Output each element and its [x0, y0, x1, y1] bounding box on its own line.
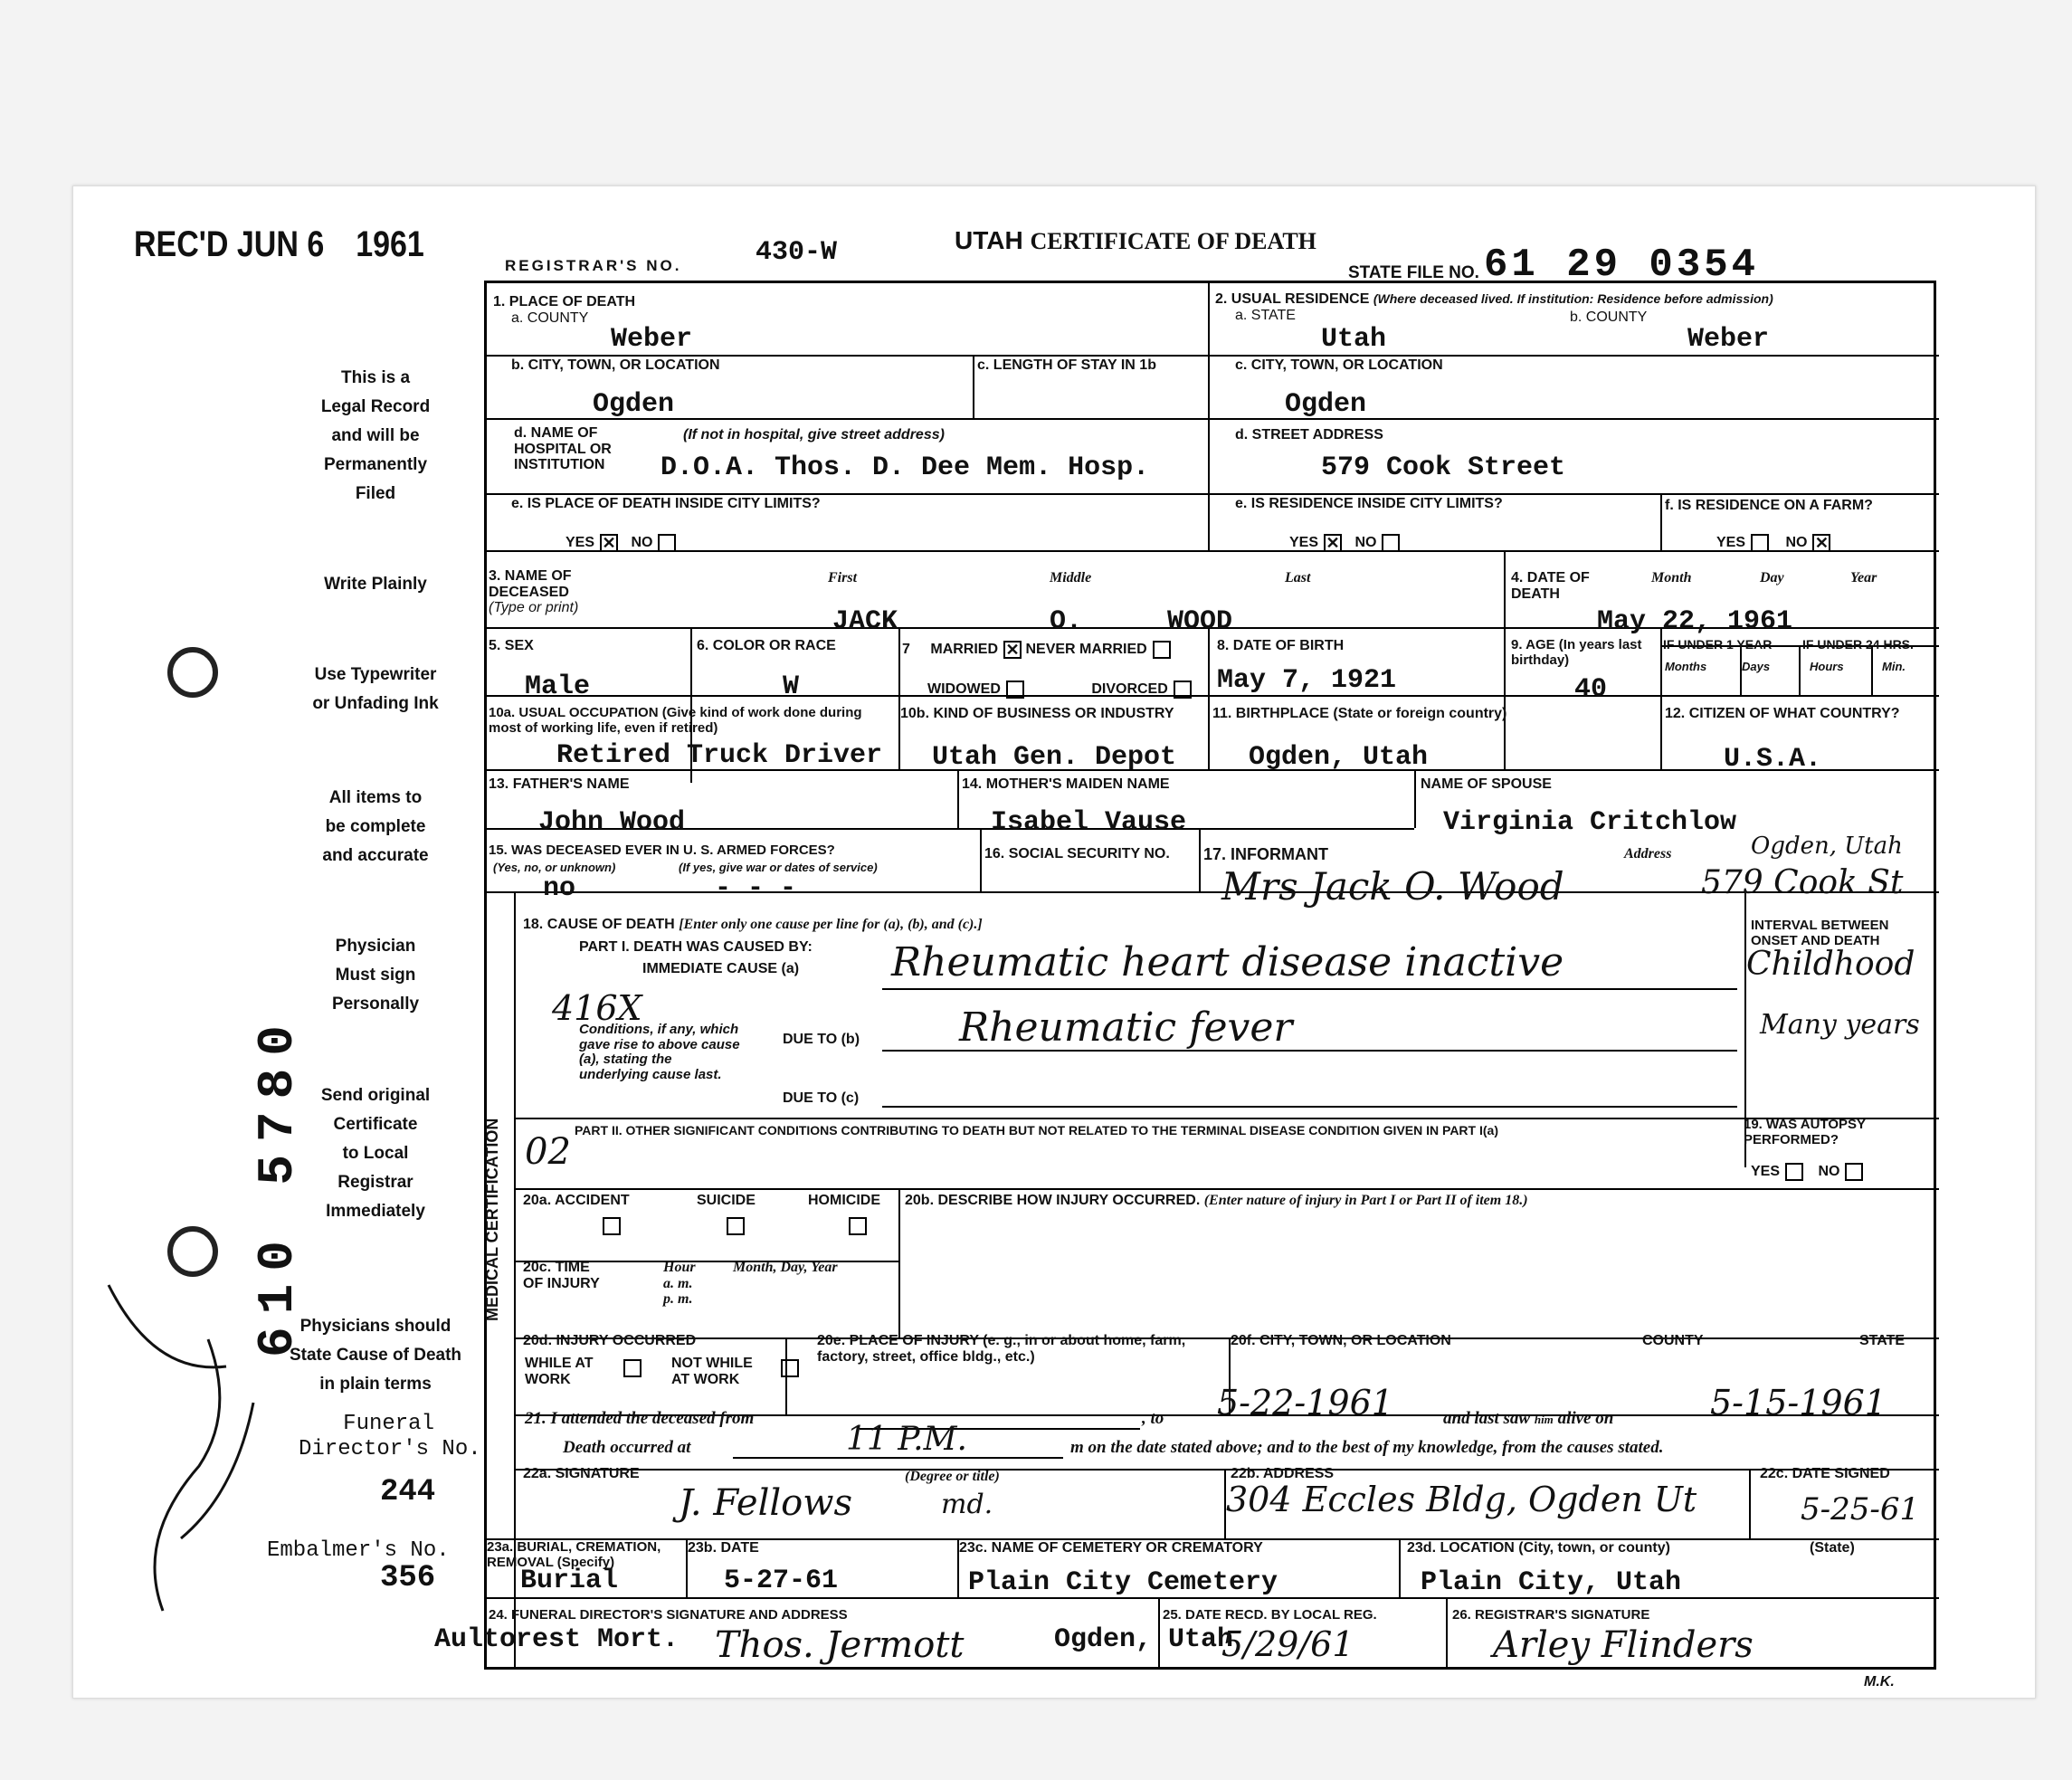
- funeral-director-label: Funeral Director's No.: [299, 1412, 481, 1461]
- death-county-value: Weber: [611, 324, 693, 355]
- marital-top-row: 7 MARRIED ✕ NEVER MARRIED: [902, 641, 1171, 659]
- death-occurred-label: Death occurred at: [563, 1438, 691, 1457]
- burial-value: Burial: [520, 1566, 619, 1596]
- citizen-label: 12. CITIZEN OF WHAT COUNTRY?: [1665, 706, 1900, 721]
- under-1-year-label: IF UNDER 1 YEAR: [1663, 637, 1773, 652]
- accident-checkbox[interactable]: [603, 1217, 621, 1235]
- injury-state-label: STATE: [1859, 1333, 1906, 1348]
- part2-label: PART II. OTHER SIGNIFICANT CONDITIONS CONTRIBUTING TO DEATH BUT NOT RELATED TO THE TERMINAL DISEASE CONDITION GIVEN IN PART I(a): [575, 1123, 1498, 1137]
- business-label: 10b. KIND OF BUSINESS OR INDUSTRY: [900, 706, 1174, 721]
- birthplace-value: Ogden, Utah: [1249, 742, 1429, 773]
- race-value: W: [783, 671, 800, 702]
- homicide-label: HOMICIDE: [808, 1193, 880, 1208]
- registrar-signature: Arley Flinders: [1493, 1624, 1754, 1666]
- occupation-label: 10a. USUAL OCCUPATION (Give kind of work done during most of working life, even if retired): [489, 705, 862, 736]
- physician-signature: J. Fellows: [679, 1482, 853, 1524]
- birth-date-value: May 7, 1921: [1217, 665, 1397, 696]
- degree-label: (Degree or title): [905, 1469, 1000, 1484]
- attended-from-label: 21. I attended the deceased from: [525, 1409, 755, 1428]
- residence-county-label: b. COUNTY: [1570, 309, 1648, 325]
- burial-location-label: 23d. LOCATION (City, town, or county): [1407, 1540, 1670, 1556]
- attended-to-label: , to: [1142, 1409, 1164, 1428]
- hospital-value: D.O.A. Thos. D. Dee Mem. Hosp.: [661, 452, 1150, 483]
- service-dates-value: - - -: [715, 873, 797, 904]
- side-signature-scribble: [100, 1267, 280, 1629]
- side-physicians-state: Physicians should State Cause of Death in plain terms: [289, 1317, 462, 1394]
- accident-label: 20a. ACCIDENT: [523, 1193, 630, 1208]
- describe-injury-label: 20b. DESCRIBE HOW INJURY OCCURRED. (Enter nature of injury in Part I or Part II of item 18.): [905, 1193, 1528, 1208]
- physician-address-value: 304 Eccles Bldg, Ogden Ut: [1226, 1480, 1697, 1519]
- medical-certification-side-label: MEDICAL CERTIFICATION: [483, 1118, 501, 1321]
- days-label: Days: [1742, 660, 1771, 673]
- death-city-label: b. CITY, TOWN, OR LOCATION: [511, 357, 720, 373]
- funeral-director-label-24: 24. FUNERAL DIRECTOR'S SIGNATURE AND ADDRESS: [489, 1607, 848, 1623]
- residence-state-label: a. STATE: [1235, 308, 1296, 323]
- registrar-signature-label: 26. REGISTRAR'S SIGNATURE: [1452, 1607, 1650, 1623]
- date-recd-label: 25. DATE RECD. BY LOCAL REG.: [1163, 1607, 1377, 1623]
- birth-date-label: 8. DATE OF BIRTH: [1217, 638, 1345, 653]
- funeral-address-value: Ogden, Utah: [1054, 1624, 1234, 1655]
- father-value: John Wood: [538, 807, 686, 838]
- mother-label: 14. MOTHER'S MAIDEN NAME: [962, 776, 1170, 792]
- hours-label: Hours: [1810, 660, 1844, 673]
- informant-city-value: Ogden, Utah: [1751, 833, 1903, 860]
- side-complete: All items to be complete and accurate: [322, 788, 429, 865]
- armed-forces-label: 15. WAS DECEASED EVER IN U. S. ARMED FORCES?: [489, 842, 835, 858]
- punch-hole-bottom: [167, 1226, 218, 1277]
- not-while-at-work-checkbox[interactable]: [781, 1359, 799, 1377]
- attended-from-date: 5-22-1961: [1217, 1383, 1393, 1423]
- farm-label: f. IS RESIDENCE ON A FARM?: [1665, 498, 1873, 513]
- citizen-value: U.S.A.: [1724, 744, 1822, 775]
- side-typewriter: Use Typewriter or Unfading Ink: [312, 665, 439, 713]
- place-of-injury-label: 20e. PLACE OF INJURY (e. g., in or about home, farm, factory, street, office bldg., etc.): [817, 1333, 1186, 1365]
- vertical-serial-number: 610 5780: [249, 1013, 307, 1357]
- form-title: UTAH CERTIFICATE OF DEATH: [955, 226, 1316, 254]
- father-label: 13. FATHER'S NAME: [489, 776, 630, 792]
- residence-state-value: Utah: [1321, 324, 1387, 355]
- part2-code: 02: [525, 1131, 571, 1173]
- day-label: Day: [1760, 570, 1784, 585]
- side-write-plainly: Write Plainly: [324, 575, 427, 594]
- interval-label: INTERVAL BETWEEN ONSET AND DEATH: [1751, 918, 1889, 948]
- death-time-value: 11 P.M.: [846, 1421, 967, 1458]
- date-signed-value: 5-25-61: [1801, 1491, 1920, 1528]
- suicide-checkbox[interactable]: [727, 1217, 745, 1235]
- injury-city-label: 20f. CITY, TOWN, OR LOCATION: [1231, 1333, 1451, 1348]
- middle-label: Middle: [1050, 570, 1092, 585]
- armed-forces-sub1: (Yes, no, or unknown): [493, 861, 616, 874]
- death-inside-limits-label: e. IS PLACE OF DEATH INSIDE CITY LIMITS?: [511, 496, 821, 511]
- date-signed-label: 22c. DATE SIGNED: [1760, 1466, 1890, 1481]
- funeral-director-signature: Thos. Jermott: [715, 1624, 965, 1666]
- alive-on-date: 5-15-1961: [1710, 1383, 1887, 1423]
- middle-name-value: O.: [1050, 606, 1083, 637]
- due-to-b-label: DUE TO (b): [783, 1032, 860, 1047]
- death-inside-limits-yes: YES ✕ NO: [566, 534, 676, 552]
- time-of-injury-label: 20c. TIME OF INJURY: [523, 1260, 600, 1291]
- state-file-label: STATE FILE NO.: [1348, 263, 1479, 282]
- armed-forces-sub2: (If yes, give war or dates of service): [679, 861, 878, 874]
- due-to-c-label: DUE TO (c): [783, 1090, 860, 1106]
- while-at-work-checkbox[interactable]: [623, 1359, 642, 1377]
- minutes-label: Min.: [1882, 660, 1906, 673]
- mortuary-value: Aultorest Mort.: [434, 1624, 680, 1655]
- last-label: Last: [1285, 570, 1311, 585]
- occupation-value: Retired Truck Driver: [556, 740, 883, 771]
- burial-date-label: 23b. DATE: [688, 1540, 759, 1556]
- month-day-year-label: Month, Day, Year: [733, 1260, 838, 1275]
- informant-address-label: Address: [1624, 846, 1672, 861]
- months-label: Months: [1665, 660, 1707, 673]
- conditions-note: Conditions, if any, which gave rise to above cause (a), stating the underlying cause last.: [579, 1022, 740, 1082]
- residence-label: 2. USUAL RESIDENCE (Where deceased lived. If institution: Residence before admission): [1215, 291, 1773, 307]
- embalmer-label: Embalmer's No.: [267, 1538, 450, 1563]
- physician-title: md.: [941, 1489, 993, 1520]
- ssn-label: 16. SOCIAL SECURITY NO.: [984, 846, 1170, 861]
- street-address-value: 579 Cook Street: [1321, 452, 1566, 483]
- length-of-stay-label: c. LENGTH OF STAY IN 1b: [977, 357, 1156, 373]
- armed-forces-value: no: [543, 873, 576, 904]
- registrar-number: 430-W: [756, 237, 838, 268]
- age-value: 40: [1574, 674, 1608, 705]
- punch-hole-top: [167, 647, 218, 698]
- immediate-cause-label: IMMEDIATE CAUSE (a): [642, 961, 800, 976]
- street-address-label: d. STREET ADDRESS: [1235, 427, 1383, 443]
- autopsy-label: 19. WAS AUTOPSY PERFORMED?: [1744, 1117, 1866, 1147]
- injury-county-label: COUNTY: [1642, 1333, 1704, 1348]
- injury-occurred-label: 20d. INJURY OCCURRED: [523, 1333, 697, 1348]
- while-at-work-label: WHILE AT WORK: [525, 1356, 594, 1387]
- burial-date-value: 5-27-61: [724, 1566, 839, 1596]
- cause-of-death-label: 18. CAUSE OF DEATH [Enter only one cause per line for (a), (b), and (c).]: [523, 917, 983, 932]
- immediate-cause-value: Rheumatic heart disease inactive: [891, 939, 1564, 985]
- residence-city-label: c. CITY, TOWN, OR LOCATION: [1235, 357, 1443, 373]
- deceased-name-label: 3. NAME OF DECEASED (Type or print): [489, 568, 579, 616]
- side-send-original: Send original Certificate to Local Registrar Immediately: [320, 1086, 431, 1221]
- residence-city-value: Ogden: [1285, 389, 1367, 420]
- immediate-cause-line: [882, 988, 1737, 990]
- first-label: First: [828, 570, 858, 585]
- date-recd-value: 5/29/61: [1221, 1624, 1354, 1664]
- business-value: Utah Gen. Depot: [932, 742, 1177, 773]
- embalmer-number: 356: [380, 1561, 436, 1595]
- death-occurred-text: m on the date stated above; and to the best of my knowledge, from the causes stated.: [1070, 1438, 1664, 1457]
- hospital-note: (If not in hospital, give street address): [683, 427, 945, 443]
- age-label: 9. AGE (In years last birthday): [1511, 637, 1642, 668]
- homicide-checkbox[interactable]: [849, 1217, 867, 1235]
- residence-county-value: Weber: [1687, 324, 1770, 355]
- cemetery-label: 23c. NAME OF CEMETERY OR CREMATORY: [959, 1540, 1263, 1556]
- informant-label: 17. INFORMANT: [1203, 845, 1329, 863]
- death-date-value: May 22, 1961: [1597, 606, 1793, 637]
- due-to-b-value: Rheumatic fever: [959, 1004, 1293, 1051]
- death-city-value: Ogden: [593, 389, 675, 420]
- race-label: 6. COLOR OR RACE: [697, 638, 836, 653]
- mother-value: Isabel Vause: [991, 807, 1187, 838]
- due-to-c-line: [882, 1106, 1737, 1108]
- residence-inside-limits-yes: YES ✕ NO: [1289, 534, 1400, 552]
- funeral-director-number: 244: [380, 1475, 436, 1509]
- hospital-label: d. NAME OF HOSPITAL OR INSTITUTION: [514, 425, 612, 473]
- last-saw-label: and last saw him alive on: [1443, 1409, 1614, 1428]
- received-stamp: REC'D JUN 6 1961: [134, 224, 424, 264]
- spouse-label: NAME OF SPOUSE: [1421, 776, 1552, 792]
- sex-value: Male: [525, 671, 591, 702]
- suicide-label: SUICIDE: [697, 1193, 756, 1208]
- clerk-initials: M.K.: [1864, 1674, 1895, 1690]
- sex-label: 5. SEX: [489, 638, 534, 653]
- informant-address-value: 579 Cook St: [1701, 864, 1904, 901]
- informant-name-value: Mrs Jack O. Wood: [1221, 864, 1564, 909]
- hour-label: Hour a. m. p. m.: [663, 1260, 696, 1308]
- death-date-label: 4. DATE OF DEATH: [1511, 570, 1590, 602]
- not-while-at-work-label: NOT WHILE AT WORK: [671, 1356, 753, 1387]
- place-of-death-label: 1. PLACE OF DEATH a. COUNTY: [493, 294, 636, 326]
- autopsy-checkboxes: YES NO: [1751, 1163, 1863, 1181]
- first-name-value: JACK: [832, 606, 898, 637]
- month-label: Month: [1651, 570, 1692, 585]
- birthplace-label: 11. BIRTHPLACE (State or foreign country): [1212, 706, 1507, 721]
- under-24-hrs-label: IF UNDER 24 HRS.: [1802, 637, 1914, 652]
- side-physician-sign: Physician Must sign Personally: [331, 937, 420, 1014]
- state-file-number: 61 29 0354: [1484, 243, 1760, 288]
- last-name-value: WOOD: [1167, 606, 1233, 637]
- interval-b-value: Many years: [1760, 1009, 1920, 1041]
- signature-label: 22a. SIGNATURE: [523, 1466, 640, 1481]
- registrar-label: REGISTRAR'S NO.: [505, 257, 682, 274]
- physician-address-label: 22b. ADDRESS: [1231, 1466, 1335, 1481]
- farm-checkboxes: YES NO ✕: [1716, 534, 1830, 552]
- residence-inside-limits-label: e. IS RESIDENCE INSIDE CITY LIMITS?: [1235, 496, 1503, 511]
- marital-bottom-row: WIDOWED DIVORCED: [927, 681, 1192, 699]
- burial-state-label: (State): [1810, 1540, 1855, 1556]
- cause-code: 416X: [552, 988, 642, 1028]
- due-to-b-line: [882, 1050, 1737, 1052]
- burial-location-value: Plain City, Utah: [1421, 1567, 1682, 1598]
- spouse-value: Virginia Critchlow: [1443, 807, 1737, 838]
- part1-label: PART I. DEATH WAS CAUSED BY:: [579, 939, 813, 955]
- interval-a-value: Childhood: [1746, 946, 1915, 983]
- year-label: Year: [1850, 570, 1877, 585]
- burial-label: 23a. BURIAL, CREMATION, REMOVAL (Specify): [487, 1539, 661, 1570]
- side-legal-note: This is a Legal Record and will be Permanently Filed: [320, 368, 431, 503]
- cemetery-value: Plain City Cemetery: [968, 1567, 1278, 1598]
